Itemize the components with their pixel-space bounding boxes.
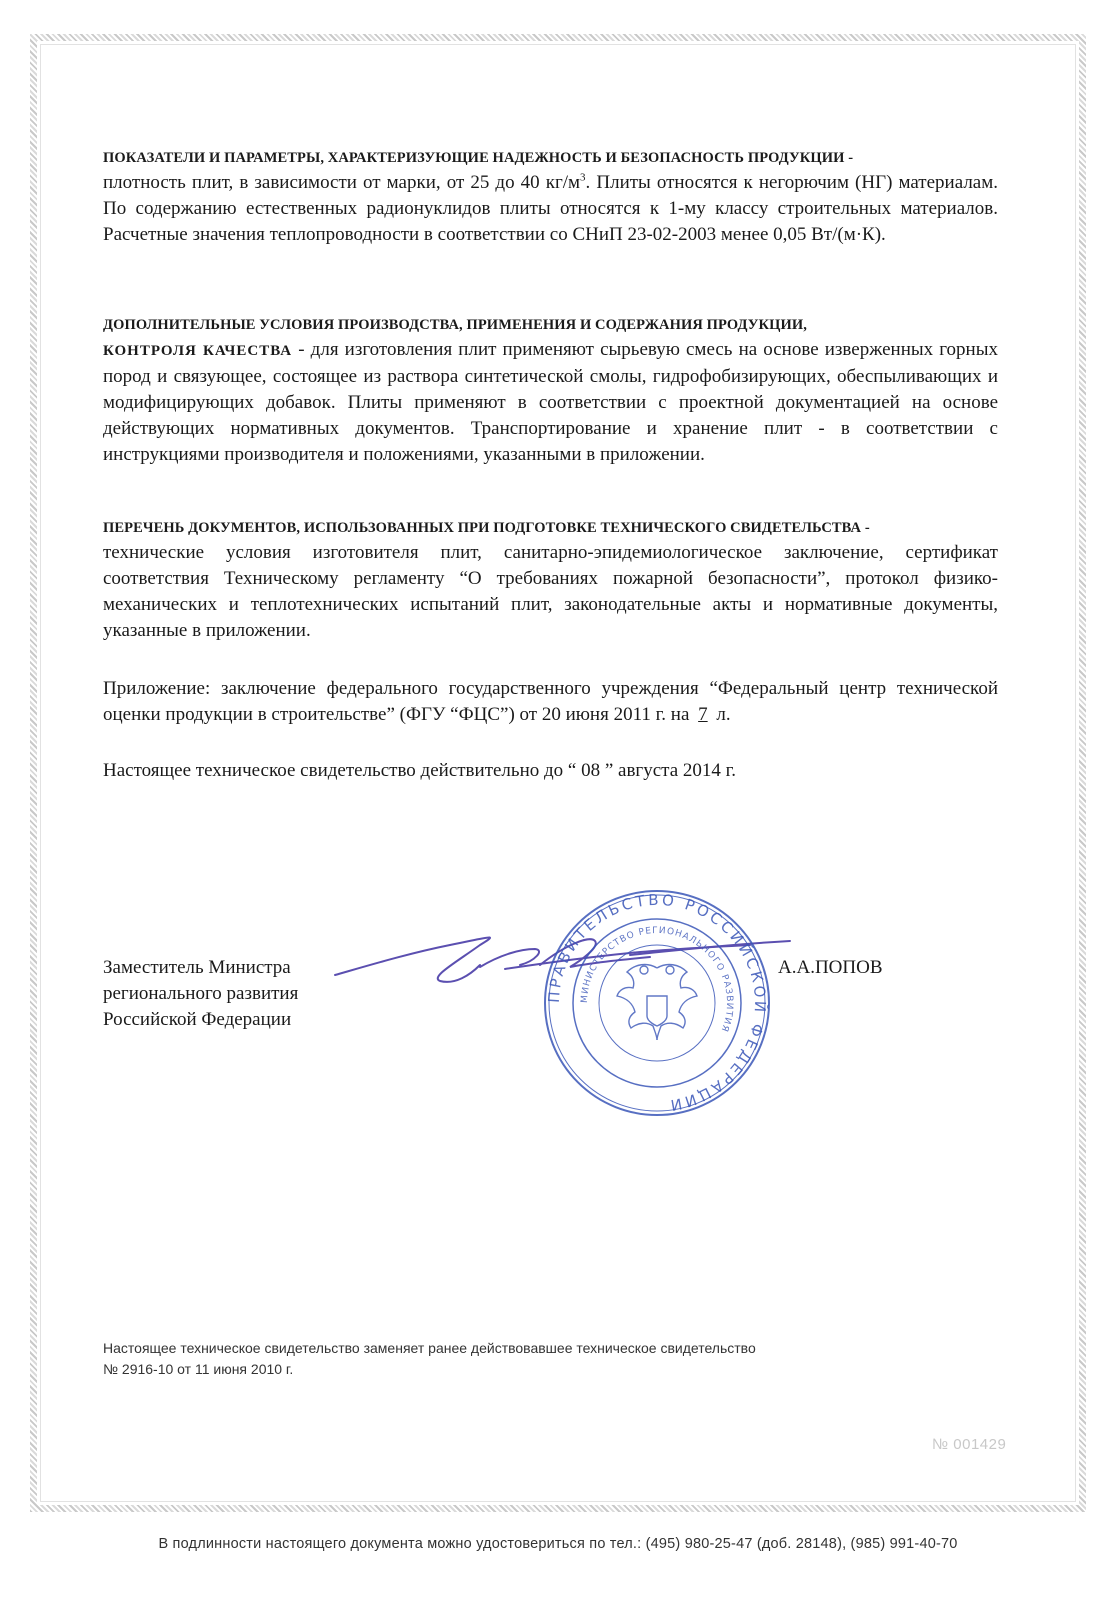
replacement-line1: Настоящее техническое свидетельство заменяет ранее действовавшее техническое свидетельство: [103, 1340, 756, 1356]
documents-text: технические условия изготовителя плит, санитарно-эпидемиологическое заключение, сертификат соответствия Техническому регламенту “О требованиях пожарной безопасности”, протокол физико-механических и теплотехнических испытаний плит, законодательные акты и нормативные документы, указанные в приложении.: [103, 542, 998, 641]
production-heading: ДОПОЛНИТЕЛЬНЫЕ УСЛОВИЯ ПРОИЗВОДСТВА, ПРИМЕНЕНИЯ И СОДЕРЖАНИЯ ПРОДУКЦИИ,: [103, 317, 808, 333]
appendix-text: [103, 676, 998, 728]
reliability-heading: ПОКАЗАТЕЛИ И ПАРАМЕТРЫ, ХАРАКТЕРИЗУЮЩИЕ НАДЕЖНОСТЬ И БЕЗОПАСНОСТЬ ПРОДУКЦИИ -: [103, 150, 854, 166]
production-heading-inline: КОНТРОЛЯ КАЧЕСТВА: [103, 343, 293, 359]
production-text: [103, 337, 998, 468]
seal-outer-text: ПРАВИТЕЛЬСТВО РОССИЙСКОЙ ФЕДЕРАЦИИ: [544, 890, 770, 1115]
documents-section: [103, 516, 998, 644]
serial-number: № 001429: [932, 1436, 1007, 1453]
reliability-text-a: плотность плит, в зависимости от марки, от 25 до 40 кг/м: [103, 172, 581, 193]
seal-inner-text: МИНИСТЕРСТВО РЕГИОНАЛЬНОГО РАЗВИТИЯ: [579, 925, 735, 1034]
replacement-line2: № 2916-10 от 11 июня 2010 г.: [103, 1361, 294, 1377]
replacement-note: [103, 1338, 756, 1380]
appendix-body: Приложение: заключение федерального государственного учреждения “Федеральный центр технической оценки продукции в строительстве” (ФГУ “ФЦС”) от 20 июня 2011 г. на: [103, 678, 998, 725]
appendix-section: [103, 676, 998, 728]
production-section: [103, 313, 998, 468]
reliability-section: [103, 146, 998, 248]
coat-of-arms-icon: [617, 965, 697, 1040]
appendix-page-count: 7: [698, 704, 708, 725]
documents-heading: ПЕРЕЧЕНЬ ДОКУМЕНТОВ, ИСПОЛЬЗОВАННЫХ ПРИ ПОДГОТОВКЕ ТЕХНИЧЕСКОГО СВИДЕТЕЛЬСТВА -: [103, 520, 870, 536]
svg-text:МИНИСТЕРСТВО РЕГИОНАЛЬНОГО РАЗ: [580, 926, 734, 1034]
appendix-suffix: л.: [716, 704, 731, 725]
signatory-line1: Заместитель Министра: [103, 957, 291, 978]
official-seal-image: [542, 888, 772, 1118]
signatory-line3: Российской Федерации: [103, 1009, 292, 1030]
reliability-text: [103, 170, 998, 248]
production-body: - для изготовления плит применяют сырьевую смесь на основе изверженных горных пород и связующее, состоящее из раствора синтетической смолы, гидрофобизирующих, обеспыливающих и модифицирующих добавок. Плиты применяют в соответствии с проектной документацией на основе действующих нормативных документов. Транспортирование и хранение плит - в соответствии с инструкциями производителя и положениями, указанными в приложении.: [103, 339, 998, 465]
reliability-text-b: . Плиты относятся к негорючим (НГ) материалам. По содержанию естественных радионуклидов плиты относятся к 1-му классу строительных материалов. Расчетные значения теплопроводности в соответствии со СНиП 23-02-2003 менее 0,05 Вт/(м·К).: [103, 172, 999, 245]
signatory-name: А.А.ПОПОВ: [778, 957, 883, 978]
verification-line: В подлинности настоящего документа можно удостовериться по тел.: (495) 980-25-47 (доб. 28148), (985) 991-40-70: [158, 1536, 958, 1552]
signatory-line2: регионального развития: [103, 983, 299, 1004]
superscript-3: 3: [580, 171, 586, 184]
signatory-title: [103, 955, 298, 1033]
validity-text: Настоящее техническое свидетельство действительно до “ 08 ” августа 2014 г.: [103, 760, 737, 781]
